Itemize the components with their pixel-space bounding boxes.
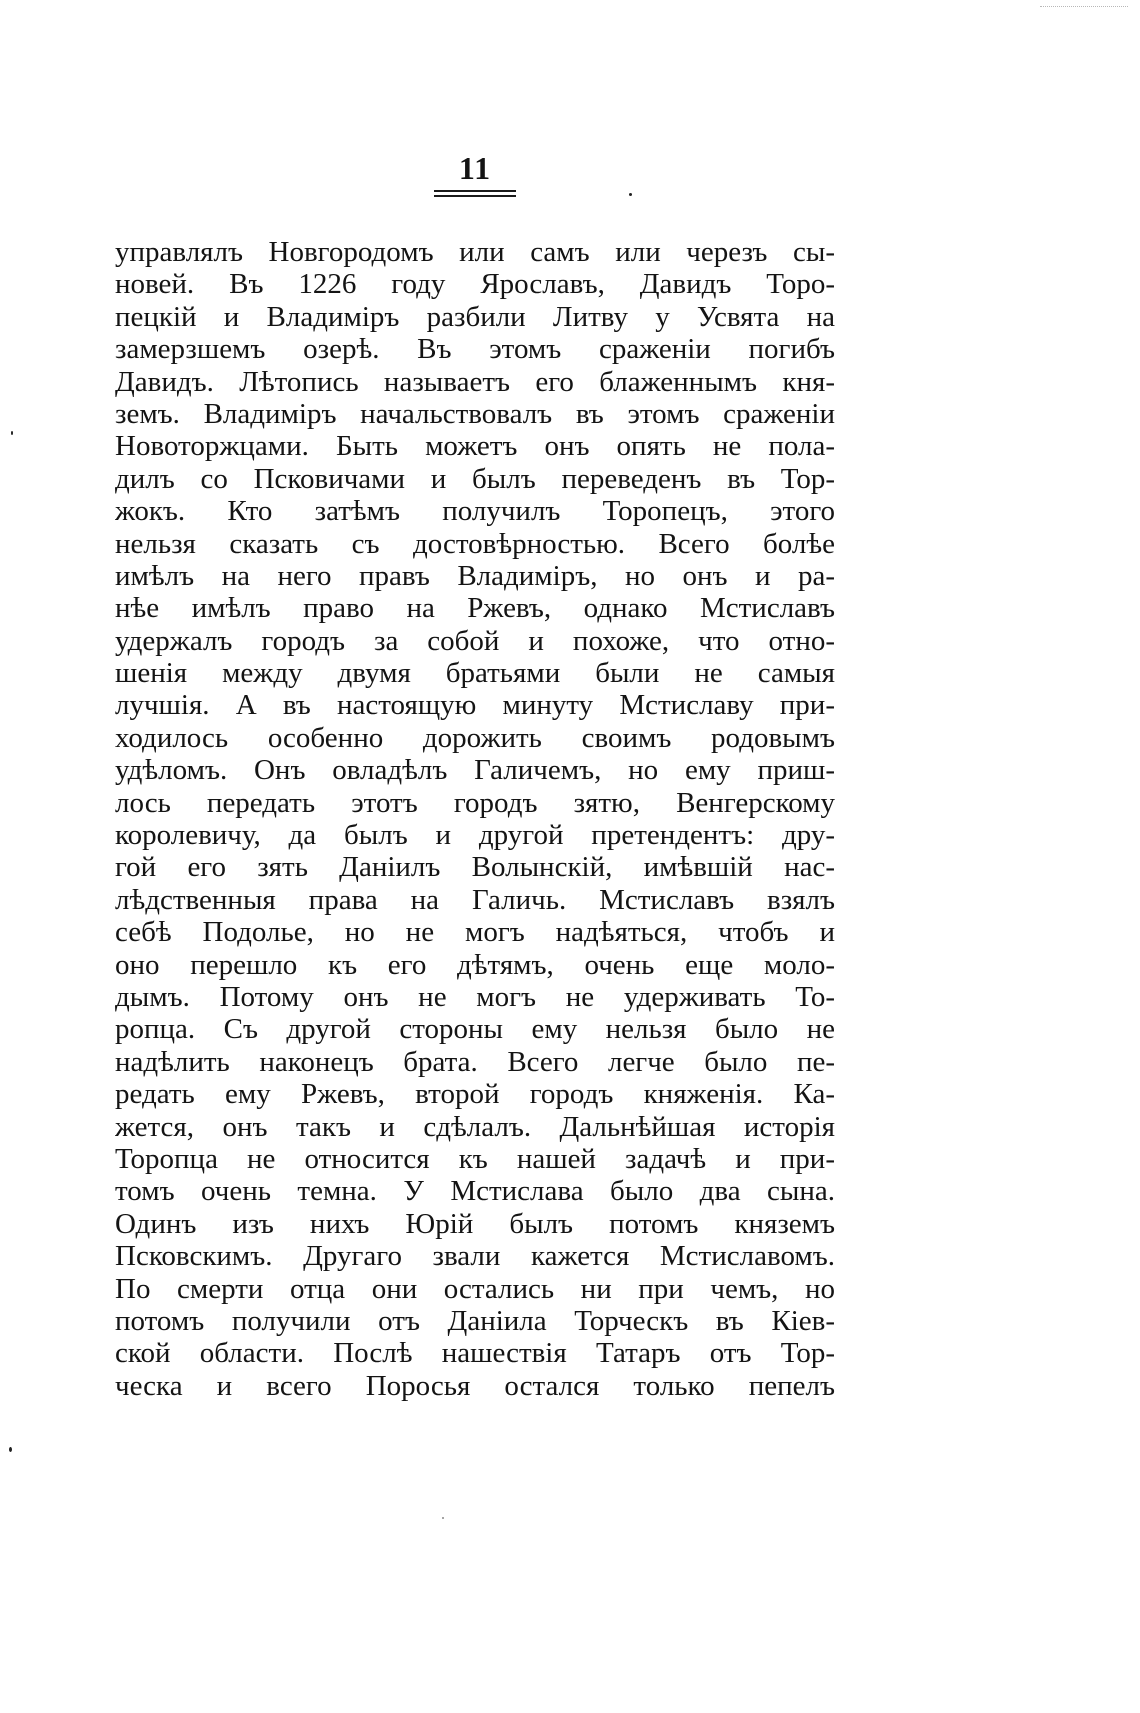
text-line: дилъ со Псковичами и былъ переведенъ въ Тор- [115,462,835,495]
text-line: нѣе имѣлъ право на Ржевъ, однако Мстиславъ [115,592,835,625]
text-line: лучшія. А въ настоящую минуту Мстиславу при- [115,689,835,722]
page-number-rule [434,190,516,197]
text-line: ческа и всего Поросья остался только пепелъ [115,1369,835,1402]
text-line: лѣдственныя права на Галичь. Мстиславъ взялъ [115,883,835,916]
text-line: земъ. Владиміръ начальствовалъ въ этомъ сраженіи [115,397,835,430]
text-line: жется, онъ такъ и сдѣлалъ. Дальнѣйшая исторія [115,1110,835,1143]
ink-speck [442,1517,444,1519]
page-header [430,148,520,197]
text-line: шенія между двумя братьями были не самыя [115,657,835,690]
text-line: потомъ получили отъ Даніила Торческъ въ Кіев- [115,1304,835,1337]
text-line: удержалъ городъ за собой и похоже, что отно- [115,624,835,657]
ink-speck [629,193,632,196]
text-line: лось передать этотъ городъ зятю, Венгерскому [115,786,835,819]
text-line: новей. Въ 1226 году Ярославъ, Давидъ Торо- [115,268,835,301]
text-line: По смерти отца они остались ни при чемъ, но [115,1272,835,1305]
text-line: ской области. Послѣ нашествія Татаръ отъ Тор- [115,1337,835,1370]
ink-speck [11,431,13,435]
text-line: Давидъ. Лѣтопись называетъ его блаженнымъ кня- [115,365,835,398]
text-line: королевичу, да былъ и другой претендентъ: дру- [115,819,835,852]
text-line: томъ очень темна. У Мстислава было два сына. [115,1175,835,1208]
text-line: ропца. Съ другой стороны ему нельзя было не [115,1013,835,1046]
body-text [115,236,835,1402]
text-line: оно перешло къ его дѣтямъ, очень еще моло- [115,948,835,981]
text-line: ходилось особенно дорожить своимъ родовымъ [115,721,835,754]
text-line: редать ему Ржевъ, второй городъ княженія. Ка- [115,1078,835,1111]
scan-edge-mark [1040,6,1128,7]
text-line: гой его зять Даніилъ Волынскій, имѣвшій нас- [115,851,835,884]
text-line: жокъ. Кто затѣмъ получилъ Торопецъ, этого [115,495,835,528]
text-line: Псковскимъ. Другаго звали кажется Мстиславомъ. [115,1240,835,1273]
text-line: себѣ Подолье, но не могъ надѣяться, чтобъ и [115,916,835,949]
page-number: 11 [458,150,492,186]
text-line: имѣлъ на него правъ Владиміръ, но онъ и ра- [115,559,835,592]
text-line: замерзшемъ озерѣ. Въ этомъ сраженіи погибъ [115,333,835,366]
ink-speck [9,1447,12,1452]
text-line: нельзя сказать съ достовѣрностью. Всего болѣе [115,527,835,560]
text-line: дымъ. Потому онъ не могъ не удерживать То- [115,980,835,1013]
text-line: Торопца не относится къ нашей задачѣ и при- [115,1142,835,1175]
text-line: надѣлить наконецъ брата. Всего легче было пе- [115,1045,835,1078]
text-line: удѣломъ. Онъ овладѣлъ Галичемъ, но ему приш- [115,754,835,787]
text-line: управлялъ Новгородомъ или самъ или черезъ сы- [115,236,835,268]
text-line: пецкій и Владиміръ разбили Литву у Усвята на [115,300,835,333]
text-line: Одинъ изъ нихъ Юрій былъ потомъ княземъ [115,1207,835,1240]
text-line: Новоторжцами. Быть можетъ онъ опять не пола- [115,430,835,463]
